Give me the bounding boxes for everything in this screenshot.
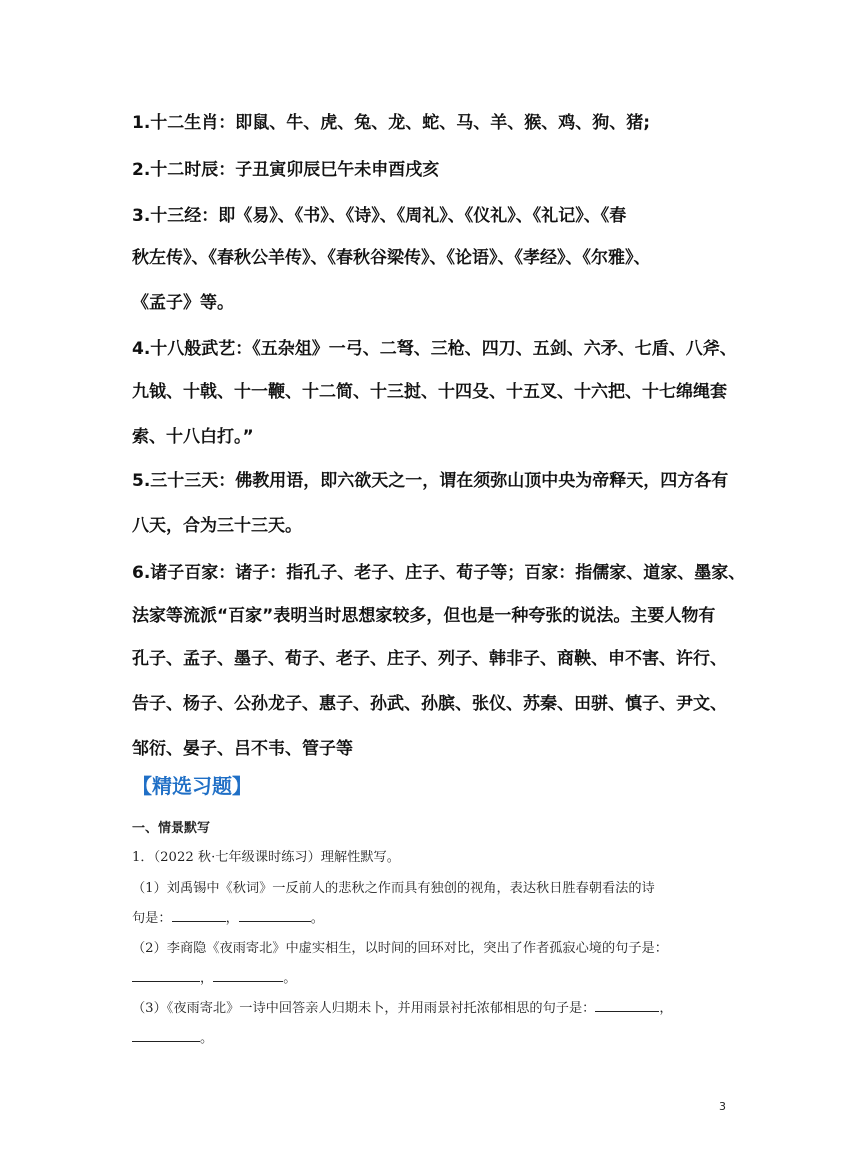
kp-5-line-1: 5.三十三天：佛教用语，即六欲天之一，谓在须弥山顶中央为帝释天，四方各有	[132, 471, 729, 491]
item-3-text: （3）《夜雨寄北》一诗中回答亲人归期未卜，并用雨景衬托浓郁相思的句子是：	[132, 1001, 596, 1016]
kp-6-line-3: 孔子、孟子、墨子、荀子、老子、庄子、列子、韩非子、商鞅、申不害、许行、	[132, 649, 727, 669]
page-number: 3	[719, 1100, 726, 1113]
item-1-end: 。	[310, 911, 324, 926]
item-2-sep: ，	[200, 971, 214, 986]
kp-6-line-4: 告子、杨子、公孙龙子、惠子、孙武、孙膑、张仪、苏秦、田骈、慎子、尹文、	[132, 694, 727, 714]
kp-5-line-2: 八天，合为三十三天。	[132, 516, 302, 536]
kp-2-line-1: 2.十二时辰：子丑寅卯辰巳午未申酉戌亥	[132, 160, 440, 180]
kp-1-line-1: 1.十二生肖：即鼠、牛、虎、兔、龙、蛇、马、羊、猴、鸡、狗、猪;	[132, 113, 651, 133]
item-1-sep: ，	[225, 911, 239, 926]
item-1-line-1: （1）刘禹锡中《秋词》一反前人的悲秋之作而具有独创的视角，表达秋日胜春朝看法的诗	[132, 881, 655, 896]
item-2-line-2	[132, 967, 296, 986]
exercise-subheading: 一、情景默写	[132, 821, 211, 836]
item-3-line-2	[132, 1027, 213, 1046]
kp-4-line-3: 索、十八白打。”	[132, 427, 254, 447]
answer-blank[interactable]	[595, 998, 659, 1012]
item-1-prefix: 句是：	[132, 911, 172, 926]
item-1-line-2	[132, 907, 324, 926]
kp-4-line-2: 九钺、十戟、十一鞭、十二简、十三挝、十四殳、十五叉、十六把、十七绵绳套	[132, 382, 727, 402]
item-2-end: 。	[283, 971, 297, 986]
answer-blank[interactable]	[239, 908, 311, 922]
answer-blank[interactable]	[132, 1028, 200, 1042]
answer-blank[interactable]	[213, 968, 283, 982]
kp-6-line-5: 邹衍、晏子、吕不韦、管子等	[132, 739, 353, 759]
kp-3-line-2: 秋左传》、《春秋公羊传》、《春秋谷梁传》、《论语》、《孝经》、《尔雅》、	[132, 248, 651, 268]
kp-4-line-1: 4.十八般武艺：《五杂俎》一弓、二弩、三枪、四刀、五剑、六矛、七盾、八斧、	[132, 339, 737, 359]
section-title: 【精选习题】	[132, 774, 252, 798]
answer-blank[interactable]	[132, 968, 200, 982]
kp-6-line-2: 法家等流派“百家”表明当时思想家较多，但也是一种夸张的说法。主要人物有	[132, 606, 716, 626]
kp-6-line-1: 6.诸子百家：诸子：指孔子、老子、庄子、荀子等；百家：指儒家、道家、墨家、	[132, 563, 746, 583]
question-intro: 1．（2022 秋·七年级课时练习）理解性默写。	[132, 850, 400, 865]
item-3-tail: ，	[659, 1001, 673, 1016]
item-3-end: 。	[200, 1031, 214, 1046]
item-2-line-1: （2）李商隐《夜雨寄北》中虚实相生，以时间的回环对比，突出了作者孤寂心境的句子是：	[132, 941, 668, 956]
item-3-line-1	[132, 997, 673, 1016]
answer-blank[interactable]	[172, 908, 226, 922]
kp-3-line-1: 3.十三经：即《易》、《书》、《诗》、《周礼》、《仪礼》、《礼记》、《春	[132, 206, 627, 226]
kp-3-line-3: 《孟子》等。	[132, 293, 234, 313]
